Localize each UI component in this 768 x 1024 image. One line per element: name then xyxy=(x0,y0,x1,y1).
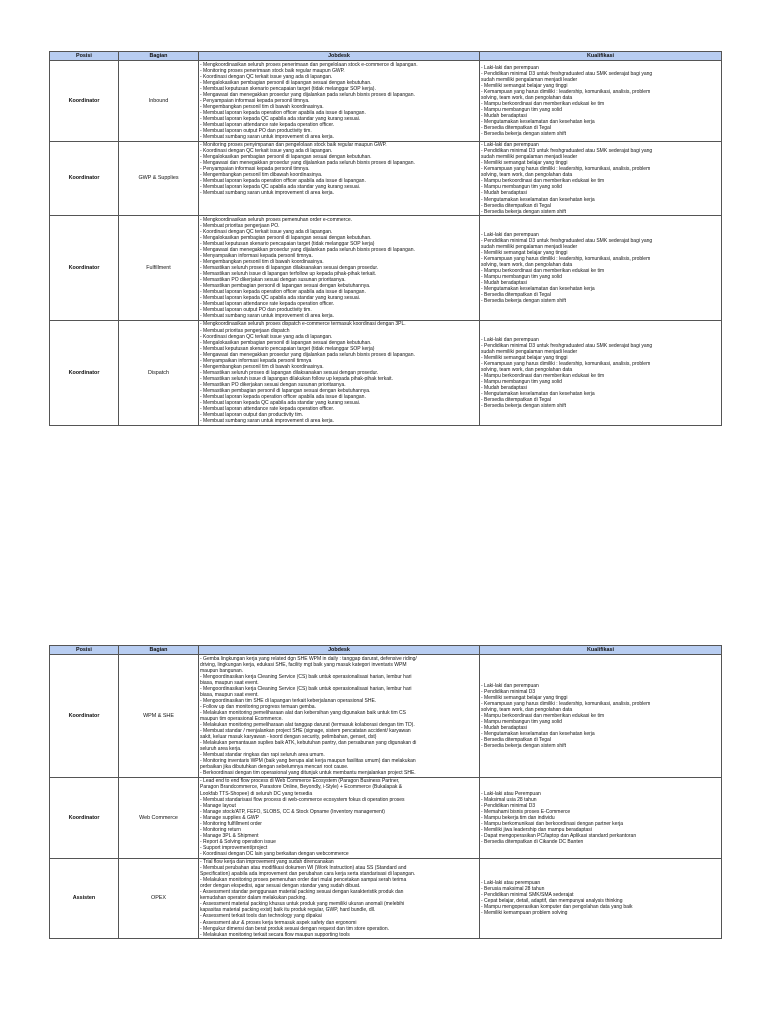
kualifikasi-line: - Mampu berkoordinasi dan memberikan edukasi ke tim xyxy=(481,178,605,185)
jobdesk-line: - Mengawasi dan menegakkan prosedur yang dijalankan pada seluruh bisnis proses di lapangan. xyxy=(200,351,415,358)
kualifikasi-line: - Laki-laki dan perempuan xyxy=(481,336,539,343)
kualifikasi-line: - Mudah beradaptasi xyxy=(481,190,527,197)
jobdesk-line: - Mengawasi dan menegakkan prosedur yang dijalankan pada seluruh bisnis proses di lapangan. xyxy=(200,160,415,167)
table-row xyxy=(50,61,722,142)
jobdesk-line: - Membuat laporan output PO dan productivity tim. xyxy=(200,307,312,314)
jobdesk-cell xyxy=(199,320,480,425)
kualifikasi-cell xyxy=(480,61,722,142)
kualifikasi-line: - Mampu membangun tim yang solid xyxy=(481,378,562,385)
kualifikasi-line: - Cepat belajar, detail, adaptif, dan mempunyai analysis thinking xyxy=(481,898,623,905)
kualifikasi-cell xyxy=(480,858,722,939)
kualifikasi-line: - Mampu berkoordinasi dan memberikan edukasi ke tim xyxy=(481,100,605,107)
kualifikasi-line: - Mudah beradaptasi xyxy=(481,112,527,119)
kualifikasi-line: - Bersedia bekerja dengan sistem shift xyxy=(481,298,567,305)
jobdesk-line: - Koordinasi dengan QC terkait issue yang ada di lapangan. xyxy=(200,228,333,235)
jobdesk-line: - Monitoring return xyxy=(200,826,241,833)
kualifikasi-line: - Memahami bisnis proses E-Commerce xyxy=(481,808,571,815)
jobdesk-line: - Manage supplies & GWP xyxy=(200,814,259,821)
bagian-cell: GWP & Supplies xyxy=(119,141,199,216)
jobdesk-line: - Mengalokasikan pembagian personil di lapangan sesuai dengan kebutuhan. xyxy=(200,79,372,86)
job-table-1 xyxy=(49,51,721,426)
kualifikasi-line: - Pendidikan minimal SMK/SMA sederajat xyxy=(481,892,574,899)
jobdesk-line: - Mengkoordinasikan seluruh proses dispatch e-commerce termasuk koordinasi dengan 3PL. xyxy=(200,321,406,328)
kualifikasi-line: - Berusia maksimal 28 tahun xyxy=(481,886,545,893)
kualifikasi-cell xyxy=(480,655,722,778)
jobdesk-line: - Mengembangkan personil tim di bawah koordinasinya. xyxy=(200,363,324,370)
header-posisi: Posisi xyxy=(50,646,119,655)
kualifikasi-line: - Memiliki semangat belajar yang tinggi xyxy=(481,160,568,167)
job-table-2 xyxy=(49,645,721,939)
jobdesk-line: - Report & Solving operation issue xyxy=(200,838,276,845)
jobdesk-line: - Melakukan monitoring terkait secara flow maupun supporting tools xyxy=(200,931,350,938)
kualifikasi-line: solving, team work, dan pengolahan data xyxy=(481,262,573,269)
jobdesk-line: - Membuat standarisasi flow process di web-commerce ecosystem fokus di operation proses xyxy=(200,796,405,803)
kualifikasi-line: - Mudah beradaptasi xyxy=(481,725,527,732)
jobdesk-line: - Membuat sumbang saran untuk improvement di area kerja. xyxy=(200,134,334,141)
posisi-cell: Koordinator xyxy=(50,216,119,321)
jobdesk-line: - Memastikan seluruh proses di lapangan dilaksanakan sesuai dengan prosedur. xyxy=(200,369,379,376)
jobdesk-line: - Koordinasi dengan DC lain yang berkaitan dengan webcommerce xyxy=(200,851,349,857)
jobdesk-line: - Mengukur dimensi dan berat produk sesuai dengan request dan tim store operation. xyxy=(200,925,390,932)
kualifikasi-line: - Kemampuan yang harus dimiliki : leadership, komunikasi, analisis, problem xyxy=(481,360,651,367)
kualifikasi-line: - Dapat mengoperasikan PC/laptop dan Aplikasi standard perkantoran xyxy=(481,832,637,839)
kualifikasi-line: - Kemampuan yang harus dimiliki : leadership, komunikasi, analisis, problem xyxy=(481,700,651,707)
header-bagian: Bagian xyxy=(119,646,199,655)
jobdesk-line: - Membuat prioritas pengerjaan dispatch xyxy=(200,327,290,334)
jobdesk-line: - Lead end to end flow process di Web Commerce Ecosystem (Paragon Business Partner, xyxy=(200,778,400,785)
posisi-cell: Assisten xyxy=(50,858,119,939)
kualifikasi-line: - Mampu membangun tim yang solid xyxy=(481,274,562,281)
jobdesk-line: maupun bangunan. xyxy=(200,667,244,674)
posisi-cell: Koordinator xyxy=(50,61,119,142)
kualifikasi-line: - Memiliki semangat belajar yang tinggi xyxy=(481,354,568,361)
jobdesk-line: - Memastikan PO dikerjakan sesuai dengan susunan prioritasnya. xyxy=(200,381,346,388)
jobdesk-line: - Memastikan pembagian personil di lapangan sesuai dengan kebutuhannya. xyxy=(200,283,371,290)
jobdesk-line: - Mengalokasikan pembagian personil di lapangan sesuai dengan kebutuhan. xyxy=(200,234,372,241)
table-row xyxy=(50,777,722,858)
jobdesk-line: - Mengoordinasikan kerja Cleaning Service (CS) baik untuk operasionalisasi harian, lembur hari xyxy=(200,673,412,680)
jobdesk-line: - Membuat laporan kepada operation officer apabila ada issue di lapangan. xyxy=(200,289,366,296)
jobdesk-line: - Assessment terkait tools dan technology yang dipakai xyxy=(200,913,322,920)
table-row xyxy=(50,141,722,216)
jobdesk-line: - Melakukan monitoring pemeliharaan alat tanggap darurat (termasuk kolaborasi dengan tim TD). xyxy=(200,722,415,729)
kualifikasi-line: - Pendidikan minimal D3 untuk freshgraduated atau SMK sederajat bagi yang xyxy=(481,342,653,349)
jobdesk-line: - Membuat laporan kepada operation officer apabila ada issue di lapangan. xyxy=(200,178,366,185)
jobdesk-line: - Assessment standar penggunaan material packing sesuai dengan karakteristik produk dan xyxy=(200,889,404,896)
bagian-cell: Dispatch xyxy=(119,320,199,425)
jobdesk-line: - Monitoring fulfillment order xyxy=(200,820,262,827)
kualifikasi-line: - Bersedia bekerja dengan sistem shift xyxy=(481,208,567,215)
jobdesk-line: - Mengoordinasikan kerja Cleaning Service (CS) baik untuk operasionalisasi harian, lembur hari xyxy=(200,685,412,692)
kualifikasi-line: sudah memiliki pengalaman menjadi leader xyxy=(481,243,578,250)
jobdesk-line: - Membuat perubahan atau modifikasi dokumen WI (Work Instruction) atau SS (Standard and xyxy=(200,865,407,872)
jobdesk-line: order dengan ekspedisi, agar sesuai dengan standar yang sudah dibuat. xyxy=(200,883,361,890)
kualifikasi-line: - Laki-laki dan perempuan xyxy=(481,64,539,71)
kualifikasi-line: - Mengutamakan keselamatan dan kesehatan kerja xyxy=(481,196,595,203)
kualifikasi-line: - Bersedia ditempatkan di Tegal xyxy=(481,124,551,131)
jobdesk-line: - Membuat laporan output dan productivity tim. xyxy=(200,412,304,419)
jobdesk-line: - Membuat prioritas pengerjaan PO. xyxy=(200,222,280,229)
kualifikasi-line: - Laki-laki atau Perempuan xyxy=(481,790,541,797)
kualifikasi-line: sudah memiliki pengalaman menjadi leader xyxy=(481,348,578,355)
jobdesk-line: - Membuat sumbang saran untuk improvement di area kerja. xyxy=(200,418,334,425)
kualifikasi-line: - Mudah beradaptasi xyxy=(481,280,527,287)
jobdesk-line: - Memastikan seluruh proses di lapangan dilaksanakan sesuai dengan prosedur. xyxy=(200,265,379,272)
jobdesk-line: - Penyampaian informasi kepada personil timnya. xyxy=(200,166,310,173)
jobdesk-line: - Penyampaian informasi kepada personil timnya. xyxy=(200,97,310,104)
jobdesk-line: - Membuat laporan kepada QC apabila ada standar yang kurang sesuai. xyxy=(200,400,361,407)
jobdesk-line: - Monitoring proses penyimpanan dan pengelolaan stock baik regular maupun GWP. xyxy=(200,142,387,149)
kualifikasi-line: - Mengutamakan keselamatan dan kesehatan kerja xyxy=(481,391,595,397)
jobdesk-line: - Monitoring inventaris WPM (baik yang berupa alat kerja maupun fasilitas umum) dan melakukan xyxy=(200,758,416,765)
kualifikasi-line: sudah memiliki pengalaman menjadi leader xyxy=(481,154,578,161)
jobdesk-cell xyxy=(199,655,480,778)
jobdesk-line: - Memastikan PO dikerjakan sesuai dengan susunan prioritasnya. xyxy=(200,277,346,284)
kualifikasi-line: - Memiliki semangat belajar yang tinggi xyxy=(481,82,568,89)
jobdesk-line: - Melakukan pemantauan suplies baik ATK, kebutuhan pantry, dan persabunan yang digunakan di xyxy=(200,740,417,747)
kualifikasi-line: - Mengutamakan keselamatan dan kesehatan kerja xyxy=(481,286,595,293)
bagian-cell: WPM & SHE xyxy=(119,655,199,778)
kualifikasi-line: - Memiliki semangat belajar yang tinggi xyxy=(481,694,568,701)
kualifikasi-line: - Mengutamakan keselamatan dan kesehatan kerja xyxy=(481,731,595,738)
kualifikasi-line: solving, team work, dan pengolahan data xyxy=(481,94,573,101)
jobdesk-line: - Membuat laporan kepada operation officer apabila ada issue di lapangan. xyxy=(200,394,366,401)
kualifikasi-line: - Bersedia bekerja dengan sistem shift xyxy=(481,131,567,138)
jobdesk-line: - Mengawasi dan menegakkan prosedur yang dijalankan pada seluruh bisnis proses di lapangan. xyxy=(200,246,415,253)
jobdesk-line: - Memastikan seluruh issue di lapangan dilakukan follow up kepada pihak-pihak terkait. xyxy=(200,375,393,382)
jobdesk-line: - Monitoring proses penerimaan stock baik regular maupun GWP. xyxy=(200,67,345,74)
jobdesk-line: - Membuat laporan kepada QC apabila ada standar yang kurang sesuai. xyxy=(200,295,361,302)
kualifikasi-line: - Laki-laki dan perempuan xyxy=(481,682,539,689)
jobdesk-cell xyxy=(199,216,480,321)
table-row xyxy=(50,858,722,939)
kualifikasi-line: - Kemampuan yang harus dimiliki : leadership, komunikasi, analisis, problem xyxy=(481,88,651,95)
jobdesk-line: - Membuat laporan attendance rate kepada operation officer. xyxy=(200,121,335,128)
bagian-cell: OPEX xyxy=(119,858,199,939)
kualifikasi-line: - Mudah beradaptasi xyxy=(481,384,527,391)
table-header-row xyxy=(50,646,722,655)
posisi-cell: Koordinator xyxy=(50,320,119,425)
jobdesk-line: maupun tim operasional Ecommerce. xyxy=(200,715,283,722)
kualifikasi-line: - Bersedia bekerja dengan sistem shift xyxy=(481,403,567,410)
kualifikasi-line: - Maksimal usia 28 tahun xyxy=(481,796,537,803)
jobdesk-line: seluruh area kerja. xyxy=(200,746,242,753)
kualifikasi-line: - Mampu membangun tim yang solid xyxy=(481,184,562,191)
kualifikasi-line: - Bersedia ditempatkan di Tegal xyxy=(481,397,551,404)
jobdesk-line: - Membuat laporan kepada QC apabila ada standar yang kurang sesuai. xyxy=(200,184,361,191)
bagian-cell: Fulfillment xyxy=(119,216,199,321)
jobdesk-line: - Manage layout xyxy=(200,802,236,809)
jobdesk-line: - Follow up dan monitoring progress temuan gemba. xyxy=(200,703,316,710)
kualifikasi-line: - Laki-laki atau perempuan xyxy=(481,880,541,887)
kualifikasi-line: - Bersedia ditempatkan di Tegal xyxy=(481,292,551,299)
jobdesk-line: - Mengalokasikan pembagian personil di lapangan sesuai dengan kebutuhan. xyxy=(200,154,372,161)
jobdesk-line: - Gemba lingkungan kerja yang related dgn SHE WPM in daily : tanggap darurat, defensive riding/ xyxy=(200,655,417,662)
kualifikasi-line: solving, team work, dan pengolahan data xyxy=(481,706,573,713)
jobdesk-line: Specification) apabila ada improvement dan perubahan cara kerja serta standarisasi di lapangan. xyxy=(200,871,416,878)
jobdesk-line: biasa, maupun saat event. xyxy=(200,691,259,698)
kualifikasi-line: solving, team work, dan pengolahan data xyxy=(481,172,573,179)
table-row xyxy=(50,320,722,425)
jobdesk-line: - Mengawasi dan menegakkan prosedur yang dijalankan pada seluruh bisnis proses di lapangan. xyxy=(200,91,415,98)
table-row xyxy=(50,216,722,321)
jobdesk-line: - Koordinasi dengan QC terkait issue yang ada di lapangan. xyxy=(200,333,333,340)
posisi-cell: Koordinator xyxy=(50,655,119,778)
kualifikasi-line: - Bersedia bekerja dengan sistem shift xyxy=(481,743,567,750)
jobdesk-line: - Melakukan monitoring proses pemenuhan order dari mulai pencetakan sampai serah terima xyxy=(200,877,407,884)
jobdesk-line: - Memastikan pembagian personil di lapangan sesuai dengan kebutuhannya. xyxy=(200,387,371,394)
kualifikasi-line: - Memiliki jiwa leadership dan mampu beradaptasi xyxy=(481,826,592,833)
header-jobdesk: Jobdesk xyxy=(199,646,480,655)
jobdesk-line: - Membuat laporan kepada QC apabila ada standar yang kurang sesuai. xyxy=(200,115,361,122)
jobdesk-line: - Assessment alur & proses kerja termasuk aspek safety dan ergonomi xyxy=(200,919,357,926)
jobdesk-line: - Membuat laporan output PO dan productivity tim. xyxy=(200,128,312,135)
kualifikasi-cell xyxy=(480,216,722,321)
kualifikasi-line: - Mampu bekerja tim dan individu xyxy=(481,814,555,821)
kualifikasi-line: - Mampu berkoordinasi dan memberikan edukasi ke tim xyxy=(481,268,605,275)
jobdesk-line: driving, lingkungan kerja, edukasi SHE, facility mgt baik yang masuk kategori inventaris WPM xyxy=(200,661,407,668)
kualifikasi-line: - Mengutamakan keselamatan dan kesehatan kerja xyxy=(481,118,595,125)
kualifikasi-line: - Pendidikan minimal D3 untuk freshgraduated atau SMK sederajat bagi yang xyxy=(481,148,653,155)
kualifikasi-line: - Mampu mengoperasikan komputer dan pengolahan data yang baik xyxy=(481,904,633,911)
header-kualifikasi: Kualifikasi xyxy=(480,52,722,61)
jobdesk-line: - Menyampaikan informasi kepada personil timnya. xyxy=(200,252,313,259)
jobdesk-line: - Membuat sumbang saran untuk improvement di area kerja. xyxy=(200,190,334,197)
jobdesk-line: - Support improvement/project xyxy=(200,844,268,851)
jobdesk-line: - Mengembangkan personil tim di bawah koordinasinya. xyxy=(200,259,324,265)
jobdesk-cell xyxy=(199,61,480,142)
jobdesk-line: - Membuat keputusan skenario pencapaian target (tidak melanggar SOP kerja) xyxy=(200,345,375,352)
kualifikasi-line: - Bersedia ditempatkan di Tegal xyxy=(481,202,551,209)
jobdesk-line: - Memastikan seluruh issue di lapangan terfollow up kepada pihak-pihak terkait. xyxy=(200,271,377,278)
jobdesk-line: - Membuat sumbang saran untuk improvement di area kerja. xyxy=(200,313,334,320)
jobdesk-line: sakit, keluar masuk karyawan - koord dengan security, pelimbahan, genset, dst) xyxy=(200,734,377,741)
kualifikasi-cell xyxy=(480,141,722,216)
jobdesk-line: - Membuat standar ringkas dan rapi seluruh area umum. xyxy=(200,752,325,759)
job-table xyxy=(49,51,722,426)
kualifikasi-line: - Laki-laki dan perempuan xyxy=(481,231,539,238)
jobdesk-line: - Berkoordinasi dengan tim operasional yang ditunjuk untuk membantu menjalankan project SHE. xyxy=(200,770,416,777)
jobdesk-line: Lookfab TTS-Shopee) di seluruh DC yang tersedia xyxy=(200,790,313,797)
jobdesk-line: - Menyampaikan informasi kepada personil timnya xyxy=(200,357,312,364)
jobdesk-line: - Mengkoordinasikan seluruh proses penerimaan dan pengelolaan stock e-commerce di lapangan. xyxy=(200,61,418,68)
bagian-cell: Web Commerce xyxy=(119,777,199,858)
jobdesk-line: - Manage 3PL & Shipment xyxy=(200,832,259,839)
jobdesk-line: - Membuat standar / menjalankan project SHE (signage, sistem pencatatan accident/ karyawan xyxy=(200,728,411,735)
kualifikasi-line: solving, team work, dan pengolahan data xyxy=(481,366,573,373)
jobdesk-line: - Melakukan monitoring pemeliharaan alat dan kebersihan yang digunakan baik untuk tim CS xyxy=(200,709,406,716)
jobdesk-cell xyxy=(199,777,480,858)
jobdesk-line: - Mengalokasikan pembagian personil di lapangan sesuai dengan kebutuhan. xyxy=(200,339,372,346)
kualifikasi-line: - Pendidikan minimal D3 untuk freshgraduated atau SMK sederajat bagi yang xyxy=(481,70,653,77)
jobdesk-line: kapasitas material packing exist) baik itu produk regular, GWP, hard bundle, dll. xyxy=(200,907,376,914)
kualifikasi-cell xyxy=(480,320,722,425)
jobdesk-line: kemudahan operator dalam melakukan packing. xyxy=(200,895,307,902)
kualifikasi-line: - Bersedia ditempatkan di Cikande DC Banten xyxy=(481,838,584,845)
bagian-cell: Inbound xyxy=(119,61,199,142)
jobdesk-line: - Membuat laporan attendance rate kepada operation officer. xyxy=(200,406,335,413)
header-bagian: Bagian xyxy=(119,52,199,61)
kualifikasi-line: - Kemampuan yang harus dimiliki : leadership, komunikasi, analisis, problem xyxy=(481,255,651,262)
jobdesk-line: perbaikan jika dibutuhkan dengan sebelumnya mencari root cause. xyxy=(200,764,349,771)
jobdesk-line: biasa, maupun saat event. xyxy=(200,679,259,686)
kualifikasi-line: sudah memiliki pengalaman menjadi leader xyxy=(481,76,578,83)
jobdesk-line: - Assessment material packing khusus untuk produk yang memiliki ukuran anomali (melebihi xyxy=(200,901,405,908)
jobdesk-line: - Koordinasi dengan QC terkait issue yang ada di lapangan. xyxy=(200,73,333,80)
jobdesk-line: - Koordinasi dengan QC terkait issue yang ada di lapangan. xyxy=(200,148,333,155)
jobdesk-line: - Mengembangkan personil tim di bawah koordinasinya. xyxy=(200,103,324,110)
kualifikasi-line: - Pendidikan minimal D3 xyxy=(481,802,536,809)
jobdesk-line: - Mengembangkan personil tim dibawah koordinasinya. xyxy=(200,172,323,179)
kualifikasi-line: - Bersedia ditempatkan di Tegal xyxy=(481,737,551,744)
jobdesk-line: - Membuat laporan attendance rate kepada operation officer. xyxy=(200,301,335,308)
kualifikasi-cell xyxy=(480,777,722,858)
kualifikasi-line: - Pendidikan minimal D3 untuk freshgraduated atau SMK sederajat bagi yang xyxy=(481,237,653,244)
kualifikasi-line: - Mampu berkoordinasi dan memberikan edukasi ke tim xyxy=(481,372,605,379)
posisi-cell: Koordinator xyxy=(50,141,119,216)
kualifikasi-line: - Pendidikan minimal D3 xyxy=(481,688,536,695)
kualifikasi-line: - Mampu membangun tim yang solid xyxy=(481,718,562,725)
table-row xyxy=(50,655,722,778)
kualifikasi-line: - Memiliki kemampuan problem solving xyxy=(481,910,568,917)
header-posisi: Posisi xyxy=(50,52,119,61)
kualifikasi-line: - Memiliki semangat belajar yang tinggi xyxy=(481,249,568,256)
header-jobdesk: Jobdesk xyxy=(199,52,480,61)
jobdesk-line: - Membuat laporan kepada operation officer apabila ada issue di lapangan. xyxy=(200,109,366,116)
jobdesk-line: - Membuat keputusan skenario pencapaian target (tidak melanggar SOP kerja) xyxy=(200,240,375,247)
kualifikasi-line: - Mampu membangun tim yang solid xyxy=(481,106,562,113)
posisi-cell: Koordinator xyxy=(50,777,119,858)
jobdesk-line: - Mengkoordinasikan seluruh proses pemenuhan order e-commerce. xyxy=(200,216,353,223)
job-table xyxy=(49,645,722,939)
kualifikasi-line: - Kemampuan yang harus dimiliki : leadership, komunikasi, analisis, problem xyxy=(481,166,651,173)
jobdesk-cell xyxy=(199,141,480,216)
kualifikasi-line: - Mampu berkomunikasi dan berkoordinasi dengan partner kerja xyxy=(481,820,624,827)
jobdesk-line: - Mengoordinasikan tim SHE di lapangan terkait keberjalanan operasional SHE. xyxy=(200,697,377,704)
header-kualifikasi: Kualifikasi xyxy=(480,646,722,655)
jobdesk-line: - Trial flow kerja dan improvement yang sudah direncanakan xyxy=(200,859,334,866)
jobdesk-line: - Membuat keputusan skenario pencapaian target (tidak melanggar SOP kerja). xyxy=(200,85,376,92)
jobdesk-cell xyxy=(199,858,480,939)
kualifikasi-line: - Laki-laki dan perempuan xyxy=(481,142,539,149)
jobdesk-line: - Manage stock/ATP, FEFO, SLOBS, CC & Stock Opname (Inventory management) xyxy=(200,808,385,815)
table-header-row xyxy=(50,52,722,61)
kualifikasi-line: - Mampu berkoordinasi dan memberikan edukasi ke tim xyxy=(481,712,605,719)
jobdesk-line: Paragon Brandcommerce, Parastore Online, Beyondly, i-Style) + Ecommerce (Bukalapak & xyxy=(200,784,403,791)
